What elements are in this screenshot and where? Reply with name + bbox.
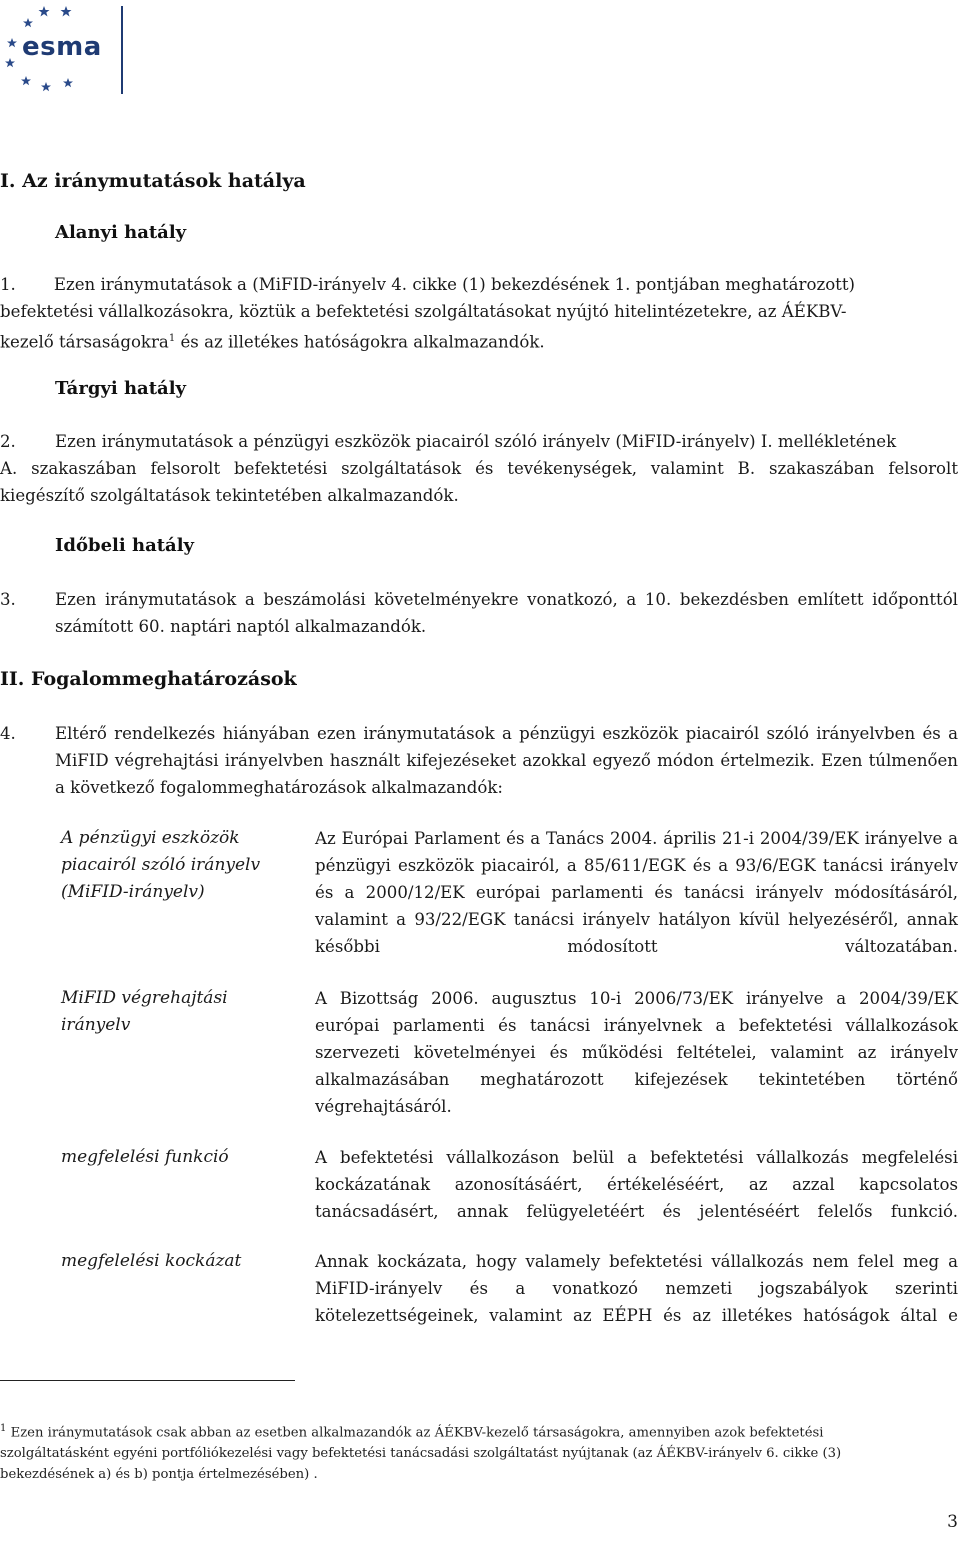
logo-divider	[121, 6, 123, 94]
esma-logo	[0, 0, 130, 100]
paragraph-2-line1: Ezen iránymutatások a pénzügyi eszközök piacairól szóló irányelv (MiFID-irányelv) I. mellékletének	[55, 432, 897, 451]
paragraph-3-number: 3.	[0, 590, 16, 609]
page-number: 3	[947, 1512, 958, 1532]
paragraph-1-number: 1.	[0, 275, 16, 294]
paragraph-3-text: Ezen iránymutatások a beszámolási követelményekre vonatkozó, a 10. bekezdésben említett időponttól számított 60. naptári naptól alkalmazandók.	[55, 590, 958, 636]
paragraph-2-rest: A. szakaszában felsorolt befektetési szolgáltatások és tevékenységek, valamint B. szakaszában felsorolt kiegészítő szolgáltatások tekintetében alkalmazandók.	[0, 459, 958, 505]
subheading-idobeli: Időbeli hatály	[55, 535, 195, 556]
section-heading-1: I. Az iránymutatások hatálya	[0, 170, 306, 192]
subheading-alanyi: Alanyi hatály	[55, 222, 187, 243]
definition-term: megfelelési funkció	[61, 1147, 229, 1167]
subheading-targyi: Tárgyi hatály	[55, 378, 186, 399]
definition-text: A befektetési vállalkozáson belül a befektetési vállalkozás megfelelési kockázatának azonosításáért, értékeléséért, az azzal kapcsolatos tanácsadásért, annak felügyeletéért és jelentéséért felelős funkció.	[315, 1148, 958, 1221]
paragraph-1-line3b: és az illetékes hatóságokra alkalmazandók.	[175, 332, 545, 352]
footnote-mark: 1	[0, 1423, 7, 1434]
paragraph-4-text: Eltérő rendelkezés hiányában ezen iránymutatások a pénzügyi eszközök piacairól szóló irányelvben és a MiFID végrehajtási irányelvben használt kifejezéseket azokkal egyező módon értelmezik. Ezen túlmenően a következő fogalommeghatározások alkalmazandók:	[55, 724, 958, 797]
footnote-ref[interactable]: 1	[168, 333, 176, 344]
definition-text: A Bizottság 2006. augusztus 10-i 2006/73/EK irányelve a 2004/39/EK európai parlamenti és tanácsi irányelvnek a befektetési vállalkozások szervezeti követelményei és működési feltételei, valamint az irányelv alkalmazásában meghatározott kifejezések tekintetében történő végrehajtásáról.	[315, 989, 958, 1116]
paragraph-1-line2: befektetési vállalkozásokra, köztük a befektetési szolgáltatásokat nyújtó hitelintézetekre, az ÁÉKBV-	[0, 302, 847, 321]
definition-term: A pénzügyi eszközök piacairól szóló irányelv (MiFID-irányelv)	[61, 828, 261, 902]
esma-wordmark: esma	[22, 32, 102, 62]
footnote-text: Ezen iránymutatások csak abban az esetben alkalmazandók az ÁÉKBV-kezelő társaságokra, amennyiben azok befektetési szolgáltatásként egyéni portfóliókezelési vagy befektetési tanácsadási szolgáltatást nyújtanak (az ÁÉKBV-irányelv 6. cikke (3) bekezdésének a) és b) pontja értelmezésében) .	[0, 1425, 842, 1483]
paragraph-1-line3: kezelő társaságokra	[0, 332, 169, 352]
paragraph-4-number: 4.	[0, 724, 16, 743]
definition-text: Annak kockázata, hogy valamely befektetési vállalkozás nem felel meg a MiFID-irányelv és a vonatkozó nemzeti jogszabályok szerinti kötelezettségeinek, valamint az EÉPH és az illetékes hatóságok által e	[315, 1252, 958, 1325]
definition-term: megfelelési kockázat	[61, 1251, 242, 1271]
section-heading-2: II. Fogalommeghatározások	[0, 668, 297, 690]
footnote	[0, 1418, 900, 1485]
paragraph-1-line1: Ezen iránymutatások a (MiFID-irányelv 4. cikke (1) bekezdésének 1. pontjában meghatározott)	[53, 275, 855, 294]
definition-text: Az Európai Parlament és a Tanács 2004. április 21-i 2004/39/EK irányelve a pénzügyi eszközök piacairól, a 85/611/EGK és a 93/6/EGK tanácsi irányelv és a 2000/12/EK európai parlamenti és tanácsi irányelv módosításáról, valamint a 93/22/EGK tanácsi irányelv hatályon kívül helyezéséről, annak későbbi módosított változatában.	[315, 829, 958, 956]
definition-term: MiFID végrehajtási irányelv	[61, 988, 228, 1035]
paragraph-1	[0, 271, 958, 356]
paragraph-2-number: 2.	[0, 432, 16, 451]
footnote-divider	[0, 1380, 295, 1381]
